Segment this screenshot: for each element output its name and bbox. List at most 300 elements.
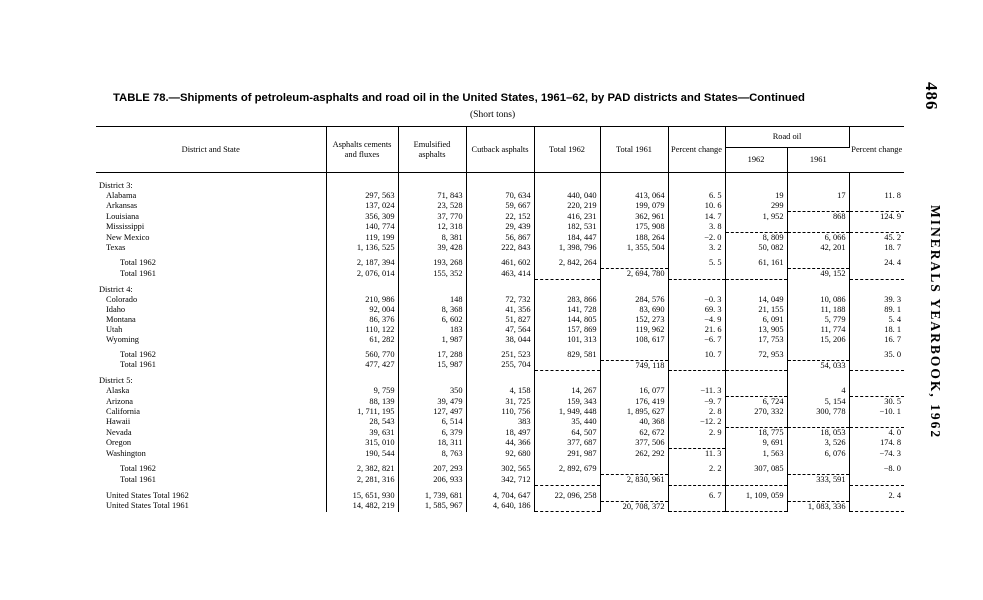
cell-c1: 28, 543 xyxy=(326,417,398,428)
cell-c4 xyxy=(534,475,600,486)
cell-c6: −9. 7 xyxy=(668,397,725,408)
row-label: Montana xyxy=(96,315,326,325)
cell-c1: 356, 309 xyxy=(326,212,398,223)
table-row xyxy=(96,315,904,325)
cell-c7: 21, 155 xyxy=(725,305,787,315)
cell-c8: 11, 774 xyxy=(787,325,849,335)
cell-c3 xyxy=(466,285,534,295)
cell-c7: 50, 082 xyxy=(725,243,787,253)
cell-c4: 184, 447 xyxy=(534,233,600,244)
cell-c3: 461, 602 xyxy=(466,258,534,269)
cell-c5: 16, 077 xyxy=(600,386,668,397)
cell-c6 xyxy=(668,285,725,295)
cell-c1: 1, 136, 525 xyxy=(326,243,398,253)
table-row xyxy=(96,295,904,305)
cell-c9: 18. 7 xyxy=(884,243,901,252)
row-label: Washington xyxy=(96,449,326,460)
cell-c2: 183 xyxy=(398,325,466,335)
cell-c7 xyxy=(725,475,787,486)
cell-c3: 342, 712 xyxy=(466,475,534,486)
row-label: Total 1962 xyxy=(96,464,326,475)
cell-c5 xyxy=(600,258,668,269)
cell-c6: 10. 7 xyxy=(668,350,725,361)
cell-c2: 39, 479 xyxy=(398,397,466,408)
cell-c6: 2. 9 xyxy=(668,428,725,439)
table-row xyxy=(96,438,904,449)
cell-c9 xyxy=(849,360,904,371)
table-row xyxy=(96,201,904,212)
cell-c3: 29, 439 xyxy=(466,222,534,233)
row-label: California xyxy=(96,407,326,417)
cell-c8: 333, 591 xyxy=(787,475,849,486)
cell-c6: 2. 8 xyxy=(668,407,725,417)
cell-c3: 38, 044 xyxy=(466,335,534,345)
cell-c9 xyxy=(849,173,904,192)
cell-c8 xyxy=(787,173,849,192)
table-row xyxy=(96,285,904,295)
cell-c9 xyxy=(849,222,904,233)
cell-c9: 4. 0 xyxy=(888,428,901,437)
cell-c5: 108, 617 xyxy=(600,335,668,345)
row-label: United States Total 1962 xyxy=(96,491,326,502)
row-label: Arizona xyxy=(96,397,326,408)
header-road-oil: Road oil xyxy=(725,127,849,148)
table-row xyxy=(96,428,904,439)
cell-c9: 89. 1 xyxy=(884,304,901,314)
cell-c9: 30. 5 xyxy=(884,397,901,406)
cell-c3: 31, 725 xyxy=(466,397,534,408)
table-body xyxy=(96,173,904,512)
cell-c4: 1, 398, 796 xyxy=(534,243,600,253)
cell-c5 xyxy=(600,173,668,192)
table-row xyxy=(96,407,904,417)
table-row xyxy=(96,222,904,233)
cell-c3: 59, 667 xyxy=(466,201,534,212)
table-row xyxy=(96,417,904,428)
cell-c1: 110, 122 xyxy=(326,325,398,335)
cell-c4: 101, 313 xyxy=(534,335,600,345)
cell-c4: 157, 869 xyxy=(534,325,600,335)
cell-c8: 4 xyxy=(787,386,849,397)
cell-c6 xyxy=(668,501,725,512)
row-label: Colorado xyxy=(96,295,326,305)
cell-c1: 297, 563 xyxy=(326,191,398,201)
cell-c1: 1, 711, 195 xyxy=(326,407,398,417)
cell-c4: 22, 096, 258 xyxy=(534,491,600,502)
cell-c1: 15, 651, 930 xyxy=(326,491,398,502)
cell-c3: 41, 356 xyxy=(466,305,534,315)
cell-c2: 17, 288 xyxy=(398,350,466,361)
cell-c1: 2, 187, 394 xyxy=(326,258,398,269)
header-cements: Asphalts cements and fluxes xyxy=(326,127,398,173)
cell-c1: 2, 281, 316 xyxy=(326,475,398,486)
cell-c4: 2, 842, 264 xyxy=(534,258,600,269)
cell-c2: 148 xyxy=(398,295,466,305)
cell-c1: 477, 427 xyxy=(326,360,398,371)
cell-c4: 14, 267 xyxy=(534,386,600,397)
row-label: Utah xyxy=(96,325,326,335)
cell-c2: 155, 352 xyxy=(398,269,466,280)
cell-c9 xyxy=(849,376,904,386)
table-row xyxy=(96,464,904,475)
cell-c6 xyxy=(668,376,725,386)
cell-c5: 2, 830, 961 xyxy=(600,475,668,486)
cell-c7: 1, 952 xyxy=(725,212,787,223)
cell-c9 xyxy=(849,269,904,280)
cell-c7 xyxy=(725,386,787,397)
cell-c6: 3. 2 xyxy=(668,243,725,253)
cell-c6: −0. 3 xyxy=(668,295,725,305)
table-row xyxy=(96,305,904,315)
cell-c1 xyxy=(326,285,398,295)
header-road-oil-1962: 1962 xyxy=(725,148,787,173)
row-label: Total 1961 xyxy=(96,269,326,280)
table-row xyxy=(96,376,904,386)
cell-c4: 144, 805 xyxy=(534,315,600,325)
cell-c8 xyxy=(787,350,849,361)
cell-c1: 560, 770 xyxy=(326,350,398,361)
cell-c5: 152, 273 xyxy=(600,315,668,325)
cell-c1: 2, 076, 014 xyxy=(326,269,398,280)
cell-c7 xyxy=(725,285,787,295)
cell-c6: 6. 5 xyxy=(668,191,725,201)
table-row xyxy=(96,475,904,486)
header-cutback: Cutback asphalts xyxy=(466,127,534,173)
cell-c9: 35. 0 xyxy=(884,349,901,359)
cell-c9: 124. 9 xyxy=(880,212,901,221)
cell-c7: 299 xyxy=(725,201,787,212)
cell-c5: 176, 419 xyxy=(600,397,668,408)
row-label: Mississippi xyxy=(96,222,326,233)
table-row xyxy=(96,335,904,345)
cell-c7: 8, 809 xyxy=(725,233,787,244)
cell-c5: 262, 292 xyxy=(600,449,668,460)
cell-c7: 9, 691 xyxy=(725,438,787,449)
table-row xyxy=(96,258,904,269)
cell-c2: 1, 585, 967 xyxy=(398,501,466,512)
cell-c6: 21. 6 xyxy=(668,325,725,335)
cell-c5: 119, 962 xyxy=(600,325,668,335)
cell-c5: 175, 908 xyxy=(600,222,668,233)
cell-c3: 47, 564 xyxy=(466,325,534,335)
cell-c7: 6, 724 xyxy=(725,397,787,408)
cell-c7: 13, 905 xyxy=(725,325,787,335)
cell-c1 xyxy=(326,173,398,192)
cell-c4 xyxy=(534,360,600,371)
cell-c7: 307, 085 xyxy=(725,464,787,475)
row-label: Total 1962 xyxy=(96,350,326,361)
cell-c3: 18, 497 xyxy=(466,428,534,439)
header-total-1961: Total 1961 xyxy=(600,127,668,173)
cell-c7: 270, 332 xyxy=(725,407,787,417)
cell-c5: 62, 672 xyxy=(600,428,668,439)
cell-c4 xyxy=(534,501,600,512)
cell-c4: 64, 507 xyxy=(534,428,600,439)
table-subtitle: (Short tons) xyxy=(470,110,516,120)
cell-c7 xyxy=(725,173,787,192)
row-label: Total 1961 xyxy=(96,360,326,371)
table-row xyxy=(96,360,904,371)
cell-c7: 72, 953 xyxy=(725,350,787,361)
cell-c4: 1, 949, 448 xyxy=(534,407,600,417)
cell-c3: 4, 640, 186 xyxy=(466,501,534,512)
cell-c3: 255, 704 xyxy=(466,360,534,371)
cell-c2: 23, 528 xyxy=(398,201,466,212)
cell-c4: 291, 987 xyxy=(534,449,600,460)
cell-c2: 350 xyxy=(398,386,466,397)
cell-c1: 190, 544 xyxy=(326,449,398,460)
cell-c8: 6, 076 xyxy=(787,449,849,460)
cell-c7 xyxy=(725,360,787,371)
cell-c3: 383 xyxy=(466,417,534,428)
cell-c9: 24. 4 xyxy=(884,258,901,268)
cell-c8: 54, 033 xyxy=(787,360,849,371)
cell-c6: 11. 3 xyxy=(668,449,725,460)
cell-c8: 11, 188 xyxy=(787,305,849,315)
cell-c9: 2. 4 xyxy=(888,490,901,500)
row-label: New Mexico xyxy=(96,233,326,244)
cell-c6: −12. 2 xyxy=(668,417,725,428)
cell-c9 xyxy=(849,475,904,486)
cell-c2: 8, 381 xyxy=(398,233,466,244)
district-heading: District 5: xyxy=(96,376,326,386)
cell-c1: 39, 631 xyxy=(326,428,398,439)
table-row xyxy=(96,449,904,460)
cell-c4: 35, 440 xyxy=(534,417,600,428)
cell-c8: 18, 053 xyxy=(787,428,849,439)
cell-c7 xyxy=(725,222,787,233)
row-label: Texas xyxy=(96,243,326,253)
cell-c3: 56, 867 xyxy=(466,233,534,244)
district-heading: District 3: xyxy=(96,173,326,192)
cell-c4: 377, 687 xyxy=(534,438,600,449)
cell-c3: 463, 414 xyxy=(466,269,534,280)
cell-c5 xyxy=(600,350,668,361)
table-row xyxy=(96,491,904,502)
cell-c5 xyxy=(600,285,668,295)
cell-c8 xyxy=(787,417,849,428)
table-row xyxy=(96,191,904,201)
table-row xyxy=(96,173,904,192)
cell-c4 xyxy=(534,269,600,280)
cell-c4: 182, 531 xyxy=(534,222,600,233)
cell-c4: 283, 866 xyxy=(534,295,600,305)
cell-c3: 44, 366 xyxy=(466,438,534,449)
cell-c3: 22, 152 xyxy=(466,212,534,223)
cell-c8: 5, 154 xyxy=(787,397,849,408)
cell-c6: 69. 3 xyxy=(668,305,725,315)
row-label: Hawaii xyxy=(96,417,326,428)
cell-c6: 10. 6 xyxy=(668,201,725,212)
cell-c3: 72, 732 xyxy=(466,295,534,305)
table-row xyxy=(96,233,904,244)
cell-c3 xyxy=(466,173,534,192)
table-row xyxy=(96,243,904,253)
table-row xyxy=(96,350,904,361)
cell-c4: 159, 343 xyxy=(534,397,600,408)
cell-c8: 6, 066 xyxy=(787,233,849,244)
cell-c1 xyxy=(326,376,398,386)
cell-c3: 92, 680 xyxy=(466,449,534,460)
cell-c2: 39, 428 xyxy=(398,243,466,253)
cell-c4: 2, 892, 679 xyxy=(534,464,600,475)
cell-c1: 92, 004 xyxy=(326,305,398,315)
cell-c2 xyxy=(398,376,466,386)
cell-c9 xyxy=(849,386,904,397)
cell-c8 xyxy=(787,464,849,475)
table-row xyxy=(96,501,904,512)
cell-c2: 37, 770 xyxy=(398,212,466,223)
row-label: Nevada xyxy=(96,428,326,439)
cell-c2: 6, 602 xyxy=(398,315,466,325)
cell-c2: 193, 268 xyxy=(398,258,466,269)
cell-c8 xyxy=(787,285,849,295)
cell-c2: 71, 843 xyxy=(398,191,466,201)
cell-c8 xyxy=(787,201,849,212)
cell-c1: 88, 139 xyxy=(326,397,398,408)
cell-c9: 11. 8 xyxy=(884,191,901,200)
cell-c5: 284, 576 xyxy=(600,295,668,305)
row-label: Idaho xyxy=(96,305,326,315)
cell-c2: 15, 987 xyxy=(398,360,466,371)
cell-c3: 222, 843 xyxy=(466,243,534,253)
cell-c5: 413, 064 xyxy=(600,191,668,201)
cell-c9 xyxy=(849,285,904,295)
row-label: Alabama xyxy=(96,191,326,201)
cell-c5: 20, 708, 372 xyxy=(600,501,668,512)
cell-c2: 206, 933 xyxy=(398,475,466,486)
row-label: Louisiana xyxy=(96,212,326,223)
cell-c2: 6, 514 xyxy=(398,417,466,428)
cell-c2: 207, 293 xyxy=(398,464,466,475)
cell-c2: 18, 311 xyxy=(398,438,466,449)
row-label: Wyoming xyxy=(96,335,326,345)
table-row xyxy=(96,386,904,397)
cell-c4: 220, 219 xyxy=(534,201,600,212)
cell-c5: 40, 368 xyxy=(600,417,668,428)
cell-c6: −4. 9 xyxy=(668,315,725,325)
cell-c5 xyxy=(600,491,668,502)
cell-c3: 70, 634 xyxy=(466,191,534,201)
cell-c5: 1, 895, 627 xyxy=(600,407,668,417)
cell-c7: 17, 753 xyxy=(725,335,787,345)
header-district: District and State xyxy=(96,127,326,173)
cell-c3: 251, 523 xyxy=(466,350,534,361)
cell-c2: 6, 379 xyxy=(398,428,466,439)
cell-c1: 14, 482, 219 xyxy=(326,501,398,512)
cell-c3: 51, 827 xyxy=(466,315,534,325)
cell-c2: 127, 497 xyxy=(398,407,466,417)
header-road-oil-percent-change: Percent change xyxy=(849,127,904,173)
cell-c3: 110, 756 xyxy=(466,407,534,417)
header-emulsified: Emulsified asphalts xyxy=(398,127,466,173)
cell-c8: 5, 779 xyxy=(787,315,849,325)
cell-c7 xyxy=(725,417,787,428)
row-label: United States Total 1961 xyxy=(96,501,326,512)
cell-c8: 17 xyxy=(787,191,849,201)
cell-c5: 362, 961 xyxy=(600,212,668,223)
cell-c6: 14. 7 xyxy=(668,212,725,223)
cell-c8: 3, 526 xyxy=(787,438,849,449)
cell-c4: 141, 728 xyxy=(534,305,600,315)
cell-c5: 377, 506 xyxy=(600,438,668,449)
cell-c2: 8, 763 xyxy=(398,449,466,460)
cell-c6 xyxy=(668,173,725,192)
cell-c6: 6. 7 xyxy=(668,491,725,502)
cell-c7: 6, 091 xyxy=(725,315,787,325)
cell-c8: 1, 083, 336 xyxy=(787,501,849,512)
cell-c2: 1, 987 xyxy=(398,335,466,345)
cell-c6 xyxy=(668,475,725,486)
cell-c1: 61, 282 xyxy=(326,335,398,345)
cell-c8 xyxy=(787,258,849,269)
district-heading: District 4: xyxy=(96,285,326,295)
cell-c9: −74. 3 xyxy=(879,448,901,458)
cell-c4: 416, 231 xyxy=(534,212,600,223)
header-road-oil-1961: 1961 xyxy=(787,148,849,173)
cell-c4: 440, 040 xyxy=(534,191,600,201)
cell-c3: 4, 704, 647 xyxy=(466,491,534,502)
cell-c6: 3. 8 xyxy=(668,222,725,233)
cell-c8: 300, 778 xyxy=(787,407,849,417)
cell-c1: 9, 759 xyxy=(326,386,398,397)
cell-c9: 18. 1 xyxy=(884,324,901,334)
cell-c6 xyxy=(668,269,725,280)
cell-c8: 49, 152 xyxy=(787,269,849,280)
cell-c5: 749, 118 xyxy=(600,360,668,371)
cell-c6: −6. 7 xyxy=(668,335,725,345)
cell-c1: 210, 986 xyxy=(326,295,398,305)
data-table xyxy=(96,126,904,512)
cell-c3 xyxy=(466,376,534,386)
cell-c6 xyxy=(668,438,725,449)
cell-c9: −10. 1 xyxy=(879,407,901,416)
cell-c2: 12, 318 xyxy=(398,222,466,233)
header-percent-change: Percent change xyxy=(668,127,725,173)
cell-c8 xyxy=(787,376,849,386)
cell-c1: 315, 010 xyxy=(326,438,398,449)
cell-c8 xyxy=(787,491,849,502)
cell-c2 xyxy=(398,173,466,192)
row-label: Alaska xyxy=(96,386,326,397)
cell-c7: 1, 563 xyxy=(725,449,787,460)
cell-c5 xyxy=(600,464,668,475)
cell-c8: 10, 086 xyxy=(787,295,849,305)
cell-c7 xyxy=(725,376,787,386)
cell-c2: 8, 368 xyxy=(398,305,466,315)
table-row xyxy=(96,269,904,280)
table-row xyxy=(96,325,904,335)
cell-c6 xyxy=(668,360,725,371)
cell-c1: 137, 024 xyxy=(326,201,398,212)
table-row xyxy=(96,397,904,408)
cell-c4 xyxy=(534,285,600,295)
cell-c7: 14, 049 xyxy=(725,295,787,305)
running-head: MINERALS YEARBOOK, 1962 xyxy=(928,205,943,440)
row-label: Arkansas xyxy=(96,201,326,212)
cell-c7 xyxy=(725,269,787,280)
cell-c5: 83, 690 xyxy=(600,305,668,315)
cell-c5: 188, 264 xyxy=(600,233,668,244)
cell-c7: 18, 775 xyxy=(725,428,787,439)
cell-c7: 1, 109, 059 xyxy=(725,491,787,502)
cell-c1: 2, 382, 821 xyxy=(326,464,398,475)
cell-c7 xyxy=(725,501,787,512)
cell-c4: 829, 581 xyxy=(534,350,600,361)
cell-c5: 199, 079 xyxy=(600,201,668,212)
cell-c2: 1, 739, 681 xyxy=(398,491,466,502)
cell-c9: −8. 0 xyxy=(883,464,901,474)
